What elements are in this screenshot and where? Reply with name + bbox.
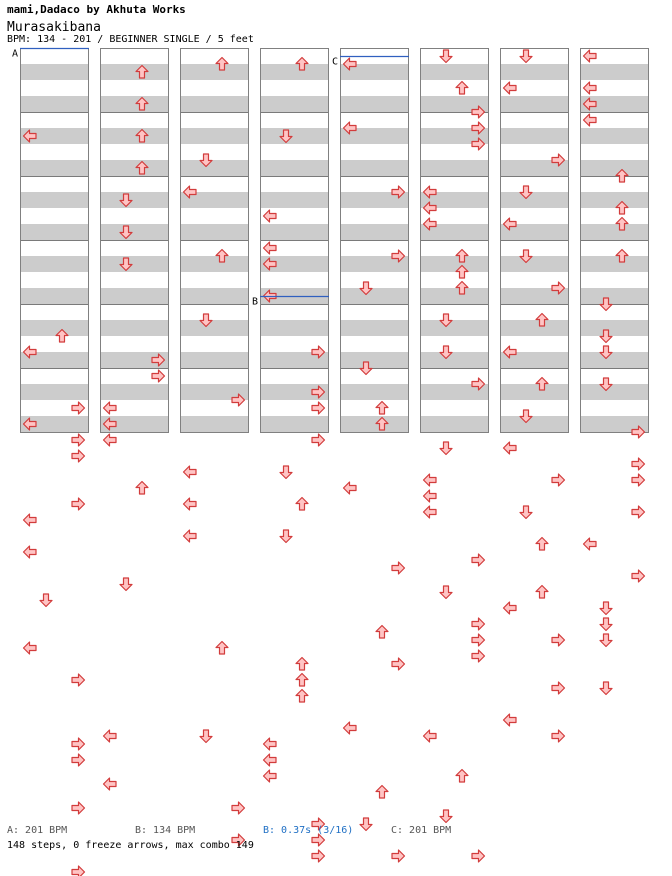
beat-band [20, 48, 89, 64]
footer-bpm-c: C: 201 BPM [391, 825, 452, 836]
beat-band [500, 304, 569, 320]
beat-band [420, 288, 489, 304]
up-arrow-icon [136, 482, 148, 495]
up-arrow-icon [296, 498, 308, 511]
beat-band [260, 272, 329, 288]
beat-band [180, 336, 249, 352]
right-arrow-icon [72, 674, 85, 686]
beat-band [100, 224, 169, 240]
right-arrow-icon [472, 634, 485, 646]
beat-band [580, 160, 649, 176]
left-arrow-icon [104, 730, 117, 742]
beat-band [500, 48, 569, 64]
beat-band [500, 192, 569, 208]
down-arrow-icon [440, 586, 452, 599]
right-arrow-icon [72, 866, 85, 876]
right-arrow-icon [632, 506, 645, 518]
beat-band [180, 128, 249, 144]
beat-band [500, 128, 569, 144]
beat-band [580, 144, 649, 160]
up-arrow-icon [536, 538, 548, 551]
beat-band [260, 48, 329, 64]
beat-band [180, 240, 249, 256]
up-arrow-icon [216, 642, 228, 655]
beat-band [340, 144, 409, 160]
left-arrow-icon [504, 602, 517, 614]
left-arrow-icon [424, 474, 437, 486]
down-arrow-icon [600, 634, 612, 647]
beat-band [260, 176, 329, 192]
left-arrow-icon [24, 514, 37, 526]
left-arrow-icon [424, 506, 437, 518]
right-arrow-icon [392, 850, 405, 862]
left-arrow-icon [504, 714, 517, 726]
up-arrow-icon [536, 586, 548, 599]
beat-band [500, 384, 569, 400]
right-arrow-icon [552, 634, 565, 646]
beat-band [500, 320, 569, 336]
beat-band [340, 272, 409, 288]
beat-band [180, 208, 249, 224]
up-arrow-icon [376, 626, 388, 639]
left-arrow-icon [184, 498, 197, 510]
beat-band [180, 304, 249, 320]
left-arrow-icon [104, 434, 117, 446]
up-arrow-icon [296, 658, 308, 671]
beat-band [20, 368, 89, 384]
beat-band [420, 240, 489, 256]
beat-band [500, 64, 569, 80]
beat-band [580, 224, 649, 240]
footer-bpm-b: B: 134 BPM [135, 825, 196, 836]
beat-band [100, 384, 169, 400]
beat-band [260, 64, 329, 80]
right-arrow-icon [72, 434, 85, 446]
beat-band [260, 160, 329, 176]
beat-band [420, 352, 489, 368]
up-arrow-icon [296, 674, 308, 687]
bpm-difficulty-line: BPM: 134 - 201 / BEGINNER SINGLE / 5 feet [7, 34, 254, 45]
beat-band [260, 128, 329, 144]
left-arrow-icon [424, 490, 437, 502]
right-arrow-icon [632, 474, 645, 486]
beat-band [100, 240, 169, 256]
beat-band [580, 208, 649, 224]
right-arrow-icon [72, 450, 85, 462]
beat-band [500, 416, 569, 432]
beat-band [100, 48, 169, 64]
beat-band [100, 288, 169, 304]
left-arrow-icon [24, 546, 37, 558]
right-arrow-icon [472, 554, 485, 566]
beat-band [580, 320, 649, 336]
beat-band [100, 272, 169, 288]
right-arrow-icon [472, 618, 485, 630]
beat-band [20, 192, 89, 208]
beat-band [100, 144, 169, 160]
beat-band [500, 176, 569, 192]
chart-column-1 [20, 48, 89, 433]
beat-band [420, 160, 489, 176]
left-arrow-icon [344, 722, 357, 734]
beat-band [340, 320, 409, 336]
beat-band [340, 96, 409, 112]
beat-band [580, 352, 649, 368]
beat-band [20, 288, 89, 304]
beat-band [500, 240, 569, 256]
beat-band [420, 64, 489, 80]
beat-band [260, 416, 329, 432]
beat-band [500, 400, 569, 416]
down-arrow-icon [520, 506, 532, 519]
beat-band [100, 336, 169, 352]
down-arrow-icon [200, 730, 212, 743]
up-arrow-icon [456, 770, 468, 783]
down-arrow-icon [280, 530, 292, 543]
beat-band [180, 352, 249, 368]
left-arrow-icon [424, 730, 437, 742]
down-arrow-icon [600, 618, 612, 631]
beat-band [180, 320, 249, 336]
right-arrow-icon [72, 498, 85, 510]
beat-band [420, 272, 489, 288]
chart-column-5 [340, 48, 409, 433]
beat-band [500, 256, 569, 272]
beat-band [580, 288, 649, 304]
beat-band [340, 160, 409, 176]
beat-band [340, 400, 409, 416]
beat-band [100, 80, 169, 96]
chart-column-4 [260, 48, 329, 433]
left-arrow-icon [344, 482, 357, 494]
beat-band [20, 144, 89, 160]
beat-band [260, 112, 329, 128]
beat-band [420, 80, 489, 96]
footer-bpm-a: A: 201 BPM [7, 825, 68, 836]
beat-band [580, 384, 649, 400]
beat-band [20, 304, 89, 320]
beat-band [340, 80, 409, 96]
right-arrow-icon [632, 570, 645, 582]
beat-band [20, 256, 89, 272]
right-arrow-icon [72, 738, 85, 750]
song-title: Murasakibana [7, 20, 101, 35]
beat-band [20, 208, 89, 224]
beat-band [260, 144, 329, 160]
right-arrow-icon [472, 650, 485, 662]
beat-band [20, 272, 89, 288]
marker-label-b: B [252, 296, 259, 308]
beat-band [20, 176, 89, 192]
right-arrow-icon [72, 802, 85, 814]
right-arrow-icon [232, 802, 245, 814]
beat-band [580, 336, 649, 352]
beat-band [420, 320, 489, 336]
beat-band [500, 112, 569, 128]
down-arrow-icon [120, 578, 132, 591]
down-arrow-icon [440, 442, 452, 455]
beat-band [260, 80, 329, 96]
down-arrow-icon [360, 818, 372, 831]
beat-band [340, 384, 409, 400]
beat-band [260, 224, 329, 240]
beat-band [340, 288, 409, 304]
beat-band [20, 240, 89, 256]
chart-column-7 [500, 48, 569, 433]
right-arrow-icon [72, 754, 85, 766]
beat-band [260, 304, 329, 320]
beat-band [20, 96, 89, 112]
beat-band [100, 160, 169, 176]
beat-band [180, 368, 249, 384]
footer-stop-b: B: 0.37s (3/16) [263, 825, 354, 836]
beat-band [20, 224, 89, 240]
right-arrow-icon [472, 850, 485, 862]
beat-band [420, 400, 489, 416]
chart-title: mami,Dadaco by Akhuta Works [7, 3, 186, 16]
down-arrow-icon [600, 682, 612, 695]
beat-band [580, 192, 649, 208]
beat-band [340, 208, 409, 224]
beat-band [580, 368, 649, 384]
beat-band [340, 352, 409, 368]
beat-band [180, 80, 249, 96]
beat-band [180, 160, 249, 176]
beat-band [100, 192, 169, 208]
beat-band [260, 192, 329, 208]
beat-band [340, 416, 409, 432]
left-arrow-icon [504, 442, 517, 454]
beat-band [580, 128, 649, 144]
beat-band [180, 288, 249, 304]
beat-band [180, 112, 249, 128]
down-arrow-icon [600, 602, 612, 615]
beat-band [100, 256, 169, 272]
beat-band [100, 128, 169, 144]
beat-band [580, 240, 649, 256]
beat-band [180, 64, 249, 80]
beat-band [180, 144, 249, 160]
right-arrow-icon [392, 562, 405, 574]
beat-band [260, 320, 329, 336]
right-arrow-icon [312, 850, 325, 862]
beat-band [100, 208, 169, 224]
right-arrow-icon [552, 682, 565, 694]
right-arrow-icon [552, 730, 565, 742]
beat-band [580, 272, 649, 288]
beat-band [420, 416, 489, 432]
right-arrow-icon [632, 458, 645, 470]
left-arrow-icon [184, 530, 197, 542]
left-arrow-icon [184, 466, 197, 478]
beat-band [260, 368, 329, 384]
beat-band [180, 224, 249, 240]
beat-band [340, 368, 409, 384]
left-arrow-icon [264, 738, 277, 750]
beat-band [20, 320, 89, 336]
down-arrow-icon [280, 466, 292, 479]
right-arrow-icon [552, 474, 565, 486]
beat-band [180, 416, 249, 432]
step-stats: 148 steps, 0 freeze arrows, max combo 149 [7, 840, 254, 851]
beat-band [580, 176, 649, 192]
beat-band [180, 256, 249, 272]
beat-band [580, 304, 649, 320]
beat-band [340, 304, 409, 320]
beat-band [420, 256, 489, 272]
left-arrow-icon [264, 754, 277, 766]
chart-column-3 [180, 48, 249, 433]
up-arrow-icon [296, 690, 308, 703]
beat-band [580, 64, 649, 80]
left-arrow-icon [584, 538, 597, 550]
right-arrow-icon [392, 658, 405, 670]
beat-band [580, 256, 649, 272]
beat-band [20, 80, 89, 96]
beat-band [100, 112, 169, 128]
beat-band [340, 336, 409, 352]
marker-label-a: A [12, 48, 19, 60]
beat-band [420, 48, 489, 64]
left-arrow-icon [104, 778, 117, 790]
left-arrow-icon [24, 642, 37, 654]
beat-band [100, 96, 169, 112]
beat-band [100, 320, 169, 336]
beat-band [180, 48, 249, 64]
beat-band [100, 64, 169, 80]
beat-band [100, 176, 169, 192]
down-arrow-icon [40, 594, 52, 607]
beat-band [420, 336, 489, 352]
beat-band [500, 368, 569, 384]
beat-band [20, 160, 89, 176]
beat-band [180, 272, 249, 288]
beat-band [420, 304, 489, 320]
down-arrow-icon [440, 810, 452, 823]
marker-label-c: C [332, 56, 339, 68]
beat-band [20, 64, 89, 80]
beat-band [340, 224, 409, 240]
beat-band [260, 96, 329, 112]
beat-band [100, 304, 169, 320]
up-arrow-icon [376, 786, 388, 799]
left-arrow-icon [264, 770, 277, 782]
beat-band [500, 96, 569, 112]
beat-band [20, 112, 89, 128]
beat-band [20, 384, 89, 400]
beat-band [180, 96, 249, 112]
right-arrow-icon [312, 434, 325, 446]
beat-band [580, 400, 649, 416]
